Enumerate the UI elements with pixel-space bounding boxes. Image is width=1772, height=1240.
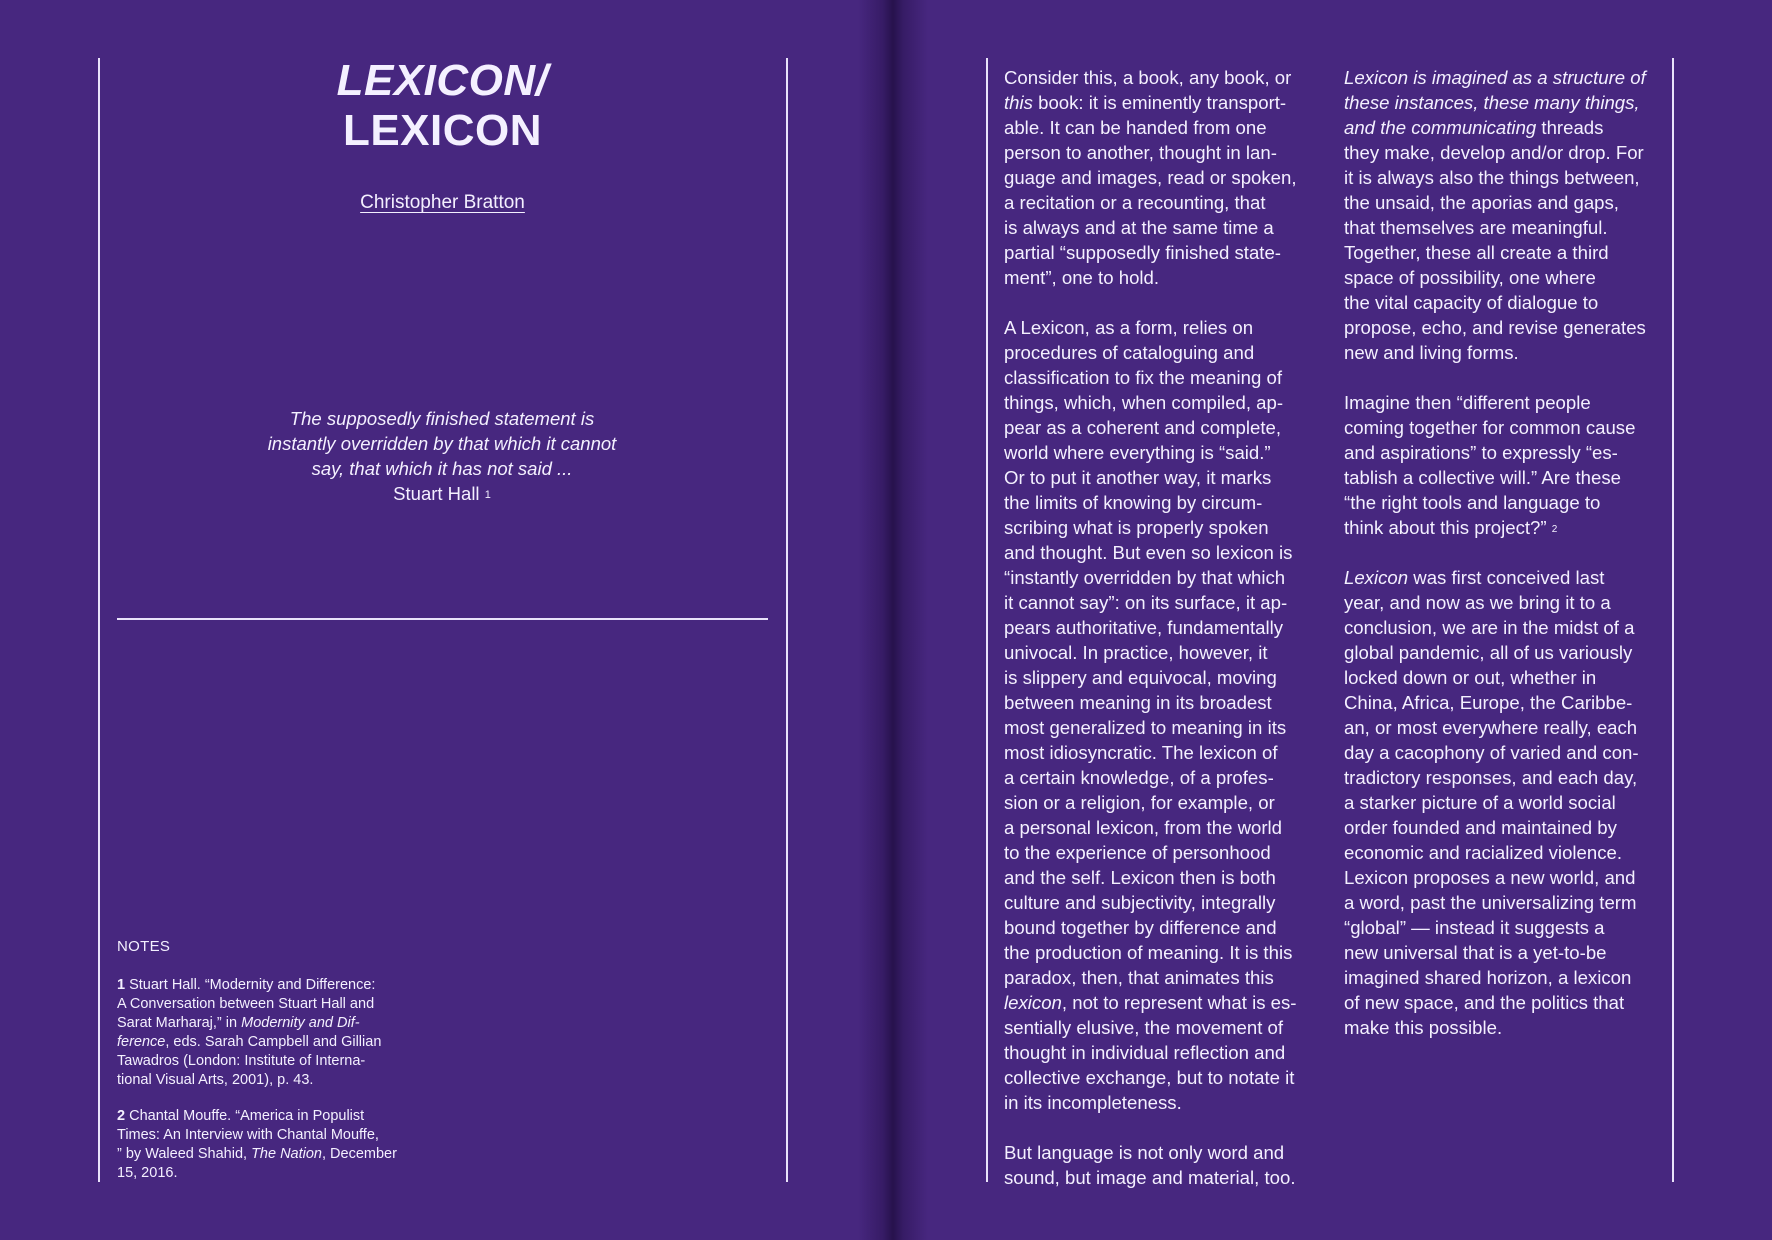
epigraph-attribution: Stuart Hall $^1$ bbox=[393, 483, 491, 504]
footnote-number: 1 bbox=[117, 977, 126, 993]
footnote-2: 2 Chantal Mouffe. “America in Populist Times: An Interview with Chantal Mouffe, ” by Waleed Shahid, The Nation, December 15, 2016. bbox=[117, 1108, 397, 1181]
body-column-2 bbox=[1344, 65, 1664, 1040]
body-column-1 bbox=[1004, 65, 1324, 1190]
paragraph: Lexicon was first conceived last year, and now as we bring it to a conclusion, we are in the midst of a global pandemic, all of us variously locked down or out, whether in China, Africa, Europe, the Caribbe- an, or most everywhere really, each day a cacophony of varied and con- tradictory responses, and each day, a starker picture of a world social order founded and maintained by economic and racialized violence. Lexicon proposes a new world, and a word, past the universalizing term “global” — instead it suggests a new universal that is a yet-to-be imagined shared horizon, a lexicon of new space, and the politics that make this possible. bbox=[1344, 567, 1639, 1038]
right-page-left-rule bbox=[986, 58, 988, 1182]
title-line-1: LEXICON/ bbox=[336, 56, 549, 105]
paragraph: Imagine then “different people coming together for common cause and aspirations” to expressly “es- tablish a collective will.” Are these “the right tools and language to think about this project?” $^2$ bbox=[1344, 392, 1636, 538]
right-page-right-rule bbox=[1672, 58, 1674, 1182]
footnote-1: 1 Stuart Hall. “Modernity and Difference: A Conversation between Stuart Hall and Sarat Marharaj,” in Modernity and Dif- ference, eds. Sarah Campbell and Gillian Tawadros (London: Institute of Interna- tional Visual Arts, 2001), p. 43. bbox=[117, 977, 382, 1088]
footnote-number: 2 bbox=[117, 1108, 126, 1124]
title-line-2: LEXICON bbox=[342, 106, 543, 155]
paragraph: Lexicon is imagined as a structure of these instances, these many things, and the communicating threads they make, develop and/or drop. For it is always also the things between, the unsaid, the aporias and gaps, that themselves are meaningful. Together, these all create a third space of possibility, one where the vital capacity of dialogue to propose, echo, and revise generates new and living forms. bbox=[1344, 67, 1646, 363]
paragraph: A Lexicon, as a form, relies on procedures of cataloguing and classification to fix the meaning of things, which, when compiled, ap- pear as a coherent and complete, world where everything is “said.” Or to put it another way, it marks the limits of knowing by circum- scribing what is properly spoken and thought. But even so lexicon is “instantly overridden by that which it cannot say”: on its surface, it ap- pears authoritative, fundamentally univocal. In practice, however, it is slippery and equivocal, moving between meaning in its broadest most generalized to meaning in its most idiosyncratic. The lexicon of a certain knowledge, of a profes- sion or a religion, for example, or a personal lexicon, from the world to the experience of personhood and the self. Lexicon then is both culture and subjectivity, integrally bound together by difference and the production of meaning. It is this paradox, then, that animates this lexicon, not to represent what is es- sentially elusive, the movement of thought in individual reflection and collective exchange, but to notate it in its incompleteness. bbox=[1004, 317, 1297, 1113]
left-page-divider bbox=[117, 618, 768, 620]
paragraph: Consider this, a book, any book, or this book: it is eminently transport- able. It can be handed from one person to another, thought in lan- guage and images, read or spoken, a recitation or a recounting, that is always and at the same time a partial “supposedly finished state- ment”, one to hold. bbox=[1004, 67, 1297, 288]
author-name: Christopher Bratton bbox=[360, 192, 525, 213]
epigraph-line: instantly overridden by that which it cannot bbox=[267, 433, 617, 454]
paragraph: But language is not only word and sound, but image and material, too. bbox=[1004, 1142, 1296, 1188]
epigraph bbox=[240, 406, 644, 506]
footnote-ref: 1 bbox=[484, 489, 491, 501]
epigraph-line: say, that which it has not said ... bbox=[311, 458, 573, 479]
book-gutter-shadow bbox=[858, 0, 928, 1240]
notes-heading: NOTES bbox=[117, 938, 171, 955]
left-page-right-rule bbox=[786, 58, 788, 1182]
left-page-left-rule bbox=[98, 58, 100, 1182]
epigraph-line: The supposedly finished statement is bbox=[289, 408, 595, 429]
footnote-ref: 2 bbox=[1551, 524, 1558, 535]
